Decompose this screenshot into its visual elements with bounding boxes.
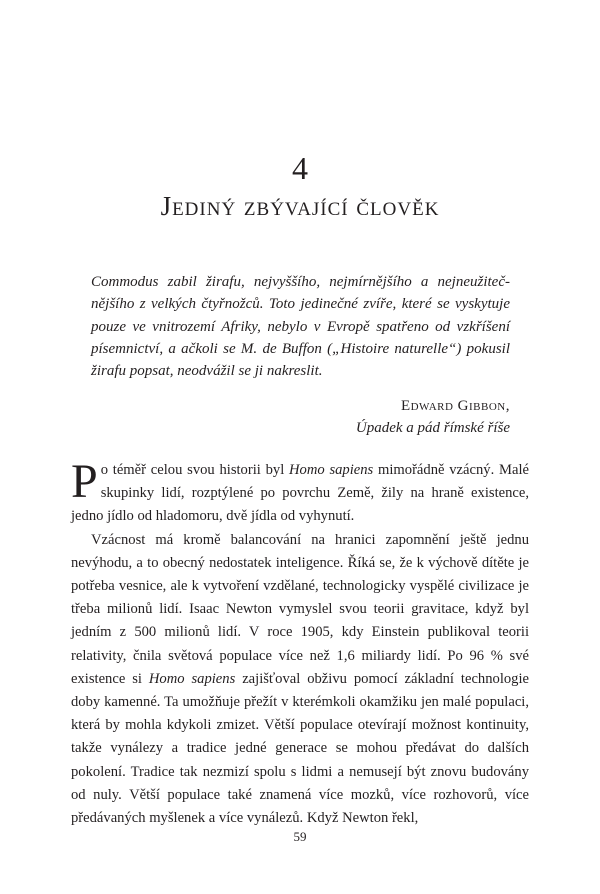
body-text [71, 455, 529, 830]
epigraph [91, 271, 510, 439]
paragraph-2-italic: Homo sapiens [148, 670, 236, 687]
paragraph-1 [71, 455, 529, 529]
paragraph-2-text-b: zajišťoval obživu pomocí základní technologie doby kamenné. Ta umožňuje přežít v kterémkoli okamžiku jen malé populaci, která by mohla kdykoli zmizet. Větší populace otevírají možnost kontinuity, takže vynálezy a tradice jedné generace se mohou předávat do dalších pokolení. Tradice tak nezmizí spolu s lidmi a nemusejí být znovu budovány od nuly. Větší populace také znamená více mozků, více rozhovorů, více předávaných myšlenek a více vynálezů. Když Newton řekl, [71, 670, 529, 827]
epigraph-text: Commodus zabil žirafu, nejvyššího, nejmírnějšího a nejneužitečnějšího z velkých čtyřnožců. Toto jedinečné zvíře, které se vyskytuje pouze ve vnitrozemí Afriky, nebylo v Evropě spatřeno od vzkříšení písemnictví, a ačkoli se M. de Buffon („Histoire naturelle“) pokusil žirafu popsat, neodvážil se ji nakreslit. [91, 274, 510, 380]
epigraph-attribution [91, 395, 510, 439]
epigraph-author: Edward Gibbon, [400, 398, 510, 415]
epigraph-work: Úpadek a pád římské říše [355, 420, 510, 437]
chapter-number: 4 [292, 150, 308, 186]
paragraph-2-text-a: Vzácnost má kromě balancování na hranici zapomnění ještě jednu nevýhodu, a to obecný nedostatek inteligence. Říká se, že k výchově dítěte je potřeba vesnice, ale k vytvoření vzdělané, technologicky vyspělé civilizace je třeba milionů lidí. Isaac Newton vymyslel svou teorii gravitace, když byl jedním z 500 milionů lidí. V roce 1905, kdy Einstein publikoval teorii relativity, čnila světová populace více než 1,6 miliardy lidí. Po 96 % své existence si [71, 531, 529, 687]
page-number: 59 [293, 829, 307, 844]
paragraph-1-text-b: mimořádně vzácný. Malé skupinky lidí, rozptýlené po povrchu Země, žily na hraně existence, jedno jídlo od hladomoru, dvě jídla od vyhynutí. [71, 462, 529, 525]
paragraph-2 [71, 529, 529, 831]
chapter-title: Jediný zbývající člověk [160, 191, 440, 221]
drop-cap: P [71, 455, 98, 508]
paragraph-1-italic: Homo sapiens [289, 462, 374, 478]
paragraph-1-text-a: o téměř celou svou historii byl [100, 462, 290, 478]
